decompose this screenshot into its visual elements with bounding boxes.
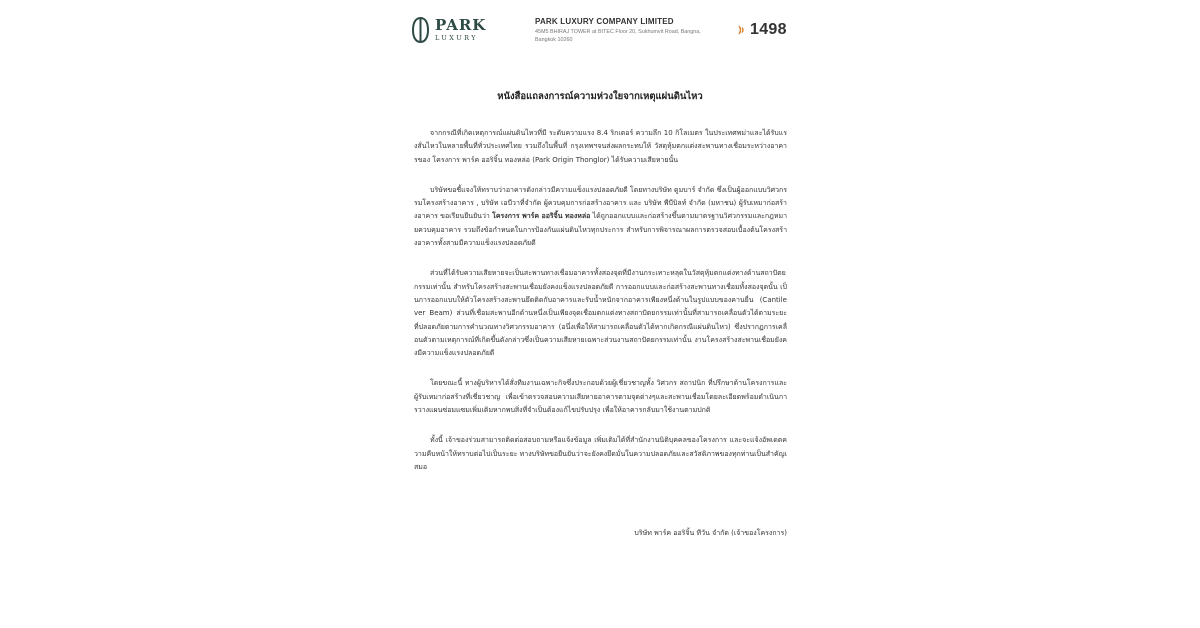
paragraph: บริษัทขอชี้แจงให้ทราบว่าอาคารดังกล่าวมีความแข็งแรงปลอดภัยดี โดยทางบริษัท ดูมบาร์ จำกัด ซึ่งเป็นผู้ออกแบบวิศวกรรมโครงสร้างอาคาร , บริษัท เอบีวาที่จำกัด ผู้ควบคุมการก่อสร้างอาคาร และ บริษัท พีบีบิลท์ จำกัด (มหาชน) ผู้รับเหมาก่อสร้างอาคาร ขอเรียนยืนยันว่า โครงการ พาร์ค ออริจิ้น ทองหล่อ ได้ถูกออกแบบและก่อสร้างขึ้นตามมาตรฐานวิศวกรรมและกฎหมายควบคุมอาคาร รวมถึงข้อกำหนดในการป้องกันแผ่นดินไหวทุกประการ สำหรับการพิจารณาผลการตรวจสอบเบื้องต้นโครงสร้างอาคารทั้งสามมีความแข็งแรงปลอดภัยดี [414,185,788,248]
paragraph: โดยขณะนี้ ทางผู้บริหารได้สั่งทีมงานเฉพาะกิจซึ่งประกอบด้วยผู้เชี่ยวชาญทั้ง วิศวกร สถาปนิก ที่ปรึกษาด้านโครงการและผู้รับเหมาก่อสร้างที่เชี่ยวชาญ เพื่อเข้าตรวจสอบความเสียหายอาคารตามจุดต่างๆและสะพานเชื่อมโดยละเอียดพร้อมดำเนินการวางแผนซ่อมแซมเพิ่มเติมหากพบสิ่งที่จำเป็นต้องแก้ไขปรับปรุง เพื่อให้อาคารกลับมาใช้งานตามปกติ [414,379,787,415]
letter-title: หนังสือแถลงการณ์ความห่วงใยจากเหตุแผ่นดินไหว [497,91,703,102]
hotline-number: 1498 [750,21,787,38]
phone-signal-icon [737,24,746,36]
paragraph: ทั้งนี้ เจ้าของร่วมสามารถติดต่อสอบถามหรือแจ้งข้อมูล เพิ่มเติมได้ที่สำนักงานนิติบุคคลของโครงการ และจะแจ้งอัพเดตความคืบหน้าให้ทราบต่อไปเป็นระยะ ทางบริษัทขอยืนยันว่าจะยังคงยึดมั่นในความปลอดภัยและสวัสดิภาพของทุกท่านเป็นสำคัญเสมอ [414,436,787,471]
paragraph: จากกรณีที่เกิดเหตุการณ์แผ่นดินไหวที่มี ระดับความแรง 8.4 ริกเตอร์ ความลึก 10 กิโลเมตร ในประเทศพม่าและได้รับแรงสั่นไหวในหลายพื้นที่ทั่วประเทศไทย รวมถึงในพื้นที่ กรุงเทพฯจนส่งผลกระทบให้ วัสดุหุ้มตกแต่งสะพานทางเชื่อมระหว่างอาคารของ โครงการ พาร์ค ออริจิ้น ทองหล่อ (Park Origin Thonglor) ได้รับความเสียหายนั้น [414,129,787,164]
brand-sub: LUXURY [435,34,478,43]
paragraph: ส่วนที่ได้รับความเสียหายจะเป็นสะพานทางเชื่อมอาคารทั้งสองจุดที่มีงานกระเทาะหลุดในวัสดุหุ้มตกแต่งทางด้านสถาปัตยกรรมเท่านั้น สำหรับโครงสร้างสะพานเชื่อมยังคงแข็งแรงปลอดภัยดี การออกแบบและก่อสร้างสะพานทางเชื่อมทั้งสองจุดนั้น เป็นการออกแบบให้ตัวโครงสร้างสะพานยึดติดกับอาคารและรับน้ำหนักจากอาคารเพียงหนึ่งด้านในรูปแบบของคานยื่น (Cantilever Beam) ส่วนที่เชื่อมสะพานอีกด้านหนึ่งเป็นเพียงจุดเชื่อมตกแต่งทางสถาปัตยกรรมเท่านั้นที่สามารถเคลื่อนตัวได้ตามระยะที่ปลอดภัยตามการคำนวณทางวิศวกรรมอาคาร (อนึ่งเพื่อให้สามารถเคลื่อนตัวได้หากเกิดกรณีแผ่นดินไหว) ซึ่งปรากฏการเคลื่อนตัวตามเหตุการณ์ที่เกิดขึ้นดังกล่าวซึ่งเป็นความเสียหายเฉพาะส่วนงานสถาปัตยกรรมเท่านั้น งานโครงสร้างสะพานเชื่อมยังคงมีความแข็งแรงปลอดภัยดี [414,269,787,358]
project-name-bold: โครงการ พาร์ค ออริจิ้น ทองหล่อ [492,212,591,221]
company-address: 45M5 BHIRAJ TOWER at BITEC Floor 20, Sukhumvit Road, Bangna, Bangkok 10260 [535,29,701,43]
letter-body [414,127,787,491]
park-luxury-logo [412,17,486,43]
signature: บริษัท พาร์ค ออริจิ้น ทีวัน จำกัด (เจ้าของโครงการ) [634,529,787,537]
company-name: PARK LUXURY COMPANY LIMITED [535,17,674,26]
company-info [535,17,705,44]
hotline [737,21,787,39]
brand-main: PARK [435,16,487,35]
logo-mark-icon [412,17,429,43]
